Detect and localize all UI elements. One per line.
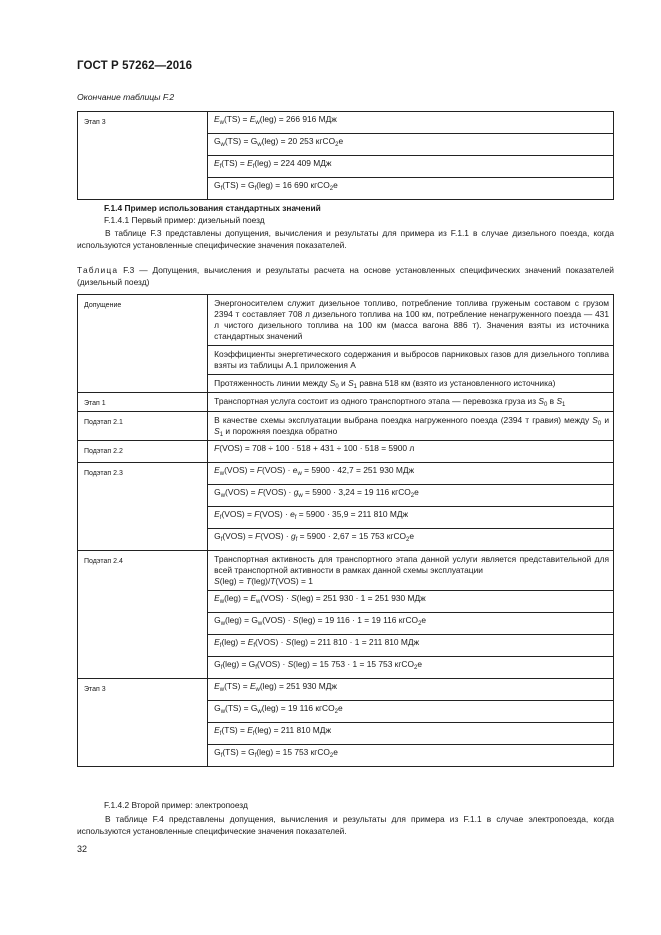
page-number: 32	[77, 844, 88, 854]
paragraph: В таблице F.3 представлены допущения, вычисления и результаты для примера из F.1.1 в случае дизельного поезда, когда используются установленные специфические значения показателей.	[77, 228, 614, 250]
assumption-3: Протяженность линии между $S_0$ и $S_1$ равна 518 км (взято из установленного источника)	[208, 375, 614, 393]
table-row: $G_w(TS) = G_w(leg) = 20$ 253 кгCO$_2$e	[208, 134, 614, 156]
table-row: $G_f(VOS) = F(VOS) \cdot g_f = 5900 \cdot 2,67 = 15$ 753 кгCO$_2$e	[208, 529, 614, 551]
substage24-text: Транспортная активность для транспортного этапа данной услуги является представительной для всей транспортной активности в рамках данной схемы эксплуатации S(leg) = T(leg)/T(VOS) = 1	[208, 551, 614, 591]
table-row: $G_w(VOS) = F(VOS) \cdot g_w = 5900 \cdot 3,24 = 19$ 116 кгCO$_2$e	[208, 485, 614, 507]
table-continuation-caption: Окончание таблицы F.2	[77, 92, 175, 102]
stage1-text: Транспортная услуга состоит из одного транспортного этапа — перевозка груза из $S_0$ в $S_1$	[208, 393, 614, 412]
substage23-label: Подэтап 2.3	[78, 463, 208, 551]
table-row: $E_w(leg) = E_w(VOS) \cdot S(leg) = 251$ 930 · 1 = 251 930 МДж	[208, 591, 614, 613]
table-caption-word: Таблица	[77, 265, 119, 275]
table-caption-text: F.3 — Допущения, вычисления и результаты расчета на основе установленных специфических значений показателей (дизельный поезд)	[77, 265, 614, 287]
substage21-text: В качестве схемы эксплуатации выбрана поездка нагруженного поезда (2394 т гравия) между $S_0$ и $S_1$ и порожняя поездка обратно	[208, 412, 614, 441]
table-row: $E_f(TS) = E_f(leg) = 211$ 810 МДж	[208, 723, 614, 745]
assumption-label: Допущение	[78, 295, 208, 393]
table-caption	[77, 264, 614, 288]
assumption-1: Энергоносителем служит дизельное топливо, потребление топлива груженым составом с грузом 2394 т составляет 708 л дизельного топлива на 100 км, потребление ненагруженного поезда — 431 л чистого дизельного топлива на 100 км (масса вагона 886 т). Значения взяты из источника стандартных значений	[208, 295, 614, 346]
table-row: $G_f(TS) = G_f(leg) = 16$ 690 кгCO$_2$e	[208, 178, 614, 200]
table-row: $G_w(leg) = G_w(VOS) \cdot S(leg) = 19$ 116 · 1 = 19 116 кгCO$_2$e	[208, 613, 614, 635]
table-row: $E_f(leg) = E_f(VOS) \cdot S(leg) = 211$ 810 · 1 = 211 810 МДж	[208, 635, 614, 657]
table-f2-end	[77, 111, 614, 200]
stage1-label: Этап 1	[78, 393, 208, 412]
table-row: $E_f(TS) = E_f(leg) = 224$ 409 МДж	[208, 156, 614, 178]
stage3-label: Этап 3	[78, 679, 208, 767]
substage22-label: Подэтап 2.2	[78, 441, 208, 463]
substage22-formula: F(VOS) = 708 ÷ 100 · 518 + 431 ÷ 100 · 518 = 5900 л	[208, 441, 614, 463]
paragraph-2: В таблице F.4 представлены допущения, вычисления и результаты для примера из F.1.1 в случае электропоезда, когда используются установленные специфические значения показателей.	[77, 814, 614, 836]
subsection-heading: F.1.4.1 Первый пример: дизельный поезд	[104, 215, 265, 225]
table-row: $E_w(VOS) = F(VOS) \cdot e_w = 5900 \cdot 42,7 = 251$ 930 МДж	[208, 463, 614, 485]
table-f3	[77, 294, 614, 767]
subsection-heading-2: F.1.4.2 Второй пример: электропоезд	[104, 800, 248, 810]
table-row: $E_w(TS) = E_w(leg) = 251$ 930 МДж	[208, 679, 614, 701]
substage21-label: Подэтап 2.1	[78, 412, 208, 441]
table-row: $E_w(TS) = E_w(leg) = 266$ 916 МДж	[208, 112, 614, 134]
assumption-2: Коэффициенты энергетического содержания и выбросов парниковых газов для дизельного топлива взяты из таблицы А.1 приложения А	[208, 346, 614, 375]
substage24-label: Подэтап 2.4	[78, 551, 208, 679]
table-row: $E_f(VOS) = F(VOS) \cdot e_f = 5900 \cdot 35,9 = 211$ 810 МДж	[208, 507, 614, 529]
document-id: ГОСТ Р 57262—2016	[77, 60, 193, 72]
stage-label: Этап 3	[78, 112, 208, 200]
table-row: $G_f(TS) = G_f(leg) = 15$ 753 кгCO$_2$e	[208, 745, 614, 767]
section-heading: F.1.4 Пример использования стандартных значений	[104, 203, 321, 213]
table-row: $G_w(TS) = G_w(leg) = 19$ 116 кгCO$_2$e	[208, 701, 614, 723]
table-row: $G_f(leg) = G_f(VOS) \cdot S(leg) = 15$ 753 · 1 = 15 753 кгCO$_2$e	[208, 657, 614, 679]
